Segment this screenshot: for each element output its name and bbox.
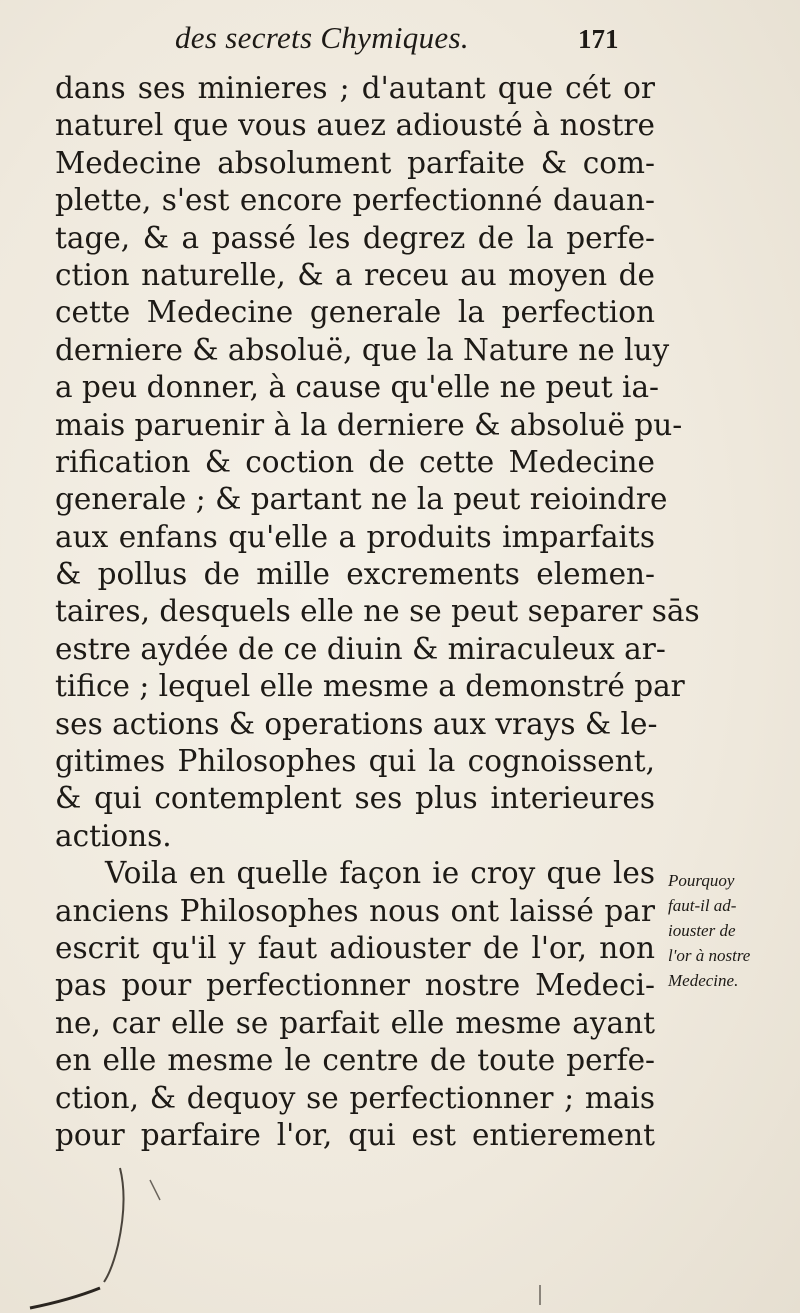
text-line: Medecine absolument parfaite & com- (55, 145, 655, 180)
text-line: mais paruenir à la derniere & absoluë pu- (55, 407, 683, 442)
margin-note-line: faut-il ad- (668, 896, 737, 915)
text-line: ction, & dequoy se perfectionner ; mais (55, 1080, 655, 1115)
text-line: gitimes Philosophes qui la cognoissent, (55, 744, 655, 779)
page-header (0, 14, 800, 64)
ink-stroke (150, 1180, 160, 1200)
text-line: cette Medecine generale la perfection (55, 295, 655, 330)
ink-stroke (104, 1168, 124, 1282)
ink-stroke (30, 1288, 100, 1308)
text-line: taires, desquels elle ne se peut separer sās (55, 594, 700, 629)
text-line: & qui contemplent ses plus interieures (55, 781, 655, 816)
body-text (55, 70, 700, 1154)
margin-note-line: l'or à nostre (668, 946, 751, 965)
text-line: actions. (55, 818, 172, 853)
text-line: ction naturelle, & a receu au moyen de (55, 257, 655, 292)
margin-note-line: iouster de (668, 921, 736, 940)
text-line: Voila en quelle façon ie croy que les (105, 856, 655, 891)
text-line: ses actions & operations aux vrays & le- (55, 706, 658, 741)
text-line: derniere & absoluë, que la Nature ne luy (55, 332, 670, 367)
text-line: a peu donner, à cause qu'elle ne peut ia- (55, 370, 660, 405)
text-line: & pollus de mille excrements elemen- (55, 557, 655, 592)
margin-note-line: Pourquoy (668, 871, 735, 890)
margin-note (668, 868, 793, 993)
text-line: naturel que vous auez adiousté à nostre (55, 108, 655, 143)
text-line: generale ; & partant ne la peut reioindre (55, 482, 668, 517)
text-line: rification & coction de cette Medecine (55, 444, 655, 479)
text-line: aux enfans qu'elle a produits imparfaits (55, 519, 655, 554)
text-line: escrit qu'il y faut adiouster de l'or, non (55, 930, 655, 965)
margin-note-line: Medecine. (668, 971, 739, 990)
text-line: en elle mesme le centre de toute perfe- (55, 1043, 655, 1078)
text-line: estre aydée de ce diuin & miraculeux ar- (55, 631, 666, 666)
text-line: ne, car elle se parfait elle mesme ayant (55, 1005, 655, 1040)
text-line: tifice ; lequel elle mesme a demonstré par (55, 669, 685, 704)
ink-marks (0, 1160, 800, 1313)
running-head: des secrets Chymiques. (175, 20, 469, 55)
text-line: pas pour perfectionner nostre Medeci- (55, 968, 655, 1003)
text-line: tage, & a passé les degrez de la perfe- (55, 220, 655, 255)
text-line: plette, s'est encore perfectionné dauan- (55, 183, 655, 218)
text-line: dans ses minieres ; d'autant que cét or (55, 71, 655, 105)
page-number: 171 (578, 24, 619, 54)
text-line: anciens Philosophes nous ont laissé par (55, 893, 655, 928)
text-line: pour parfaire l'or, qui est entierement (55, 1117, 655, 1152)
